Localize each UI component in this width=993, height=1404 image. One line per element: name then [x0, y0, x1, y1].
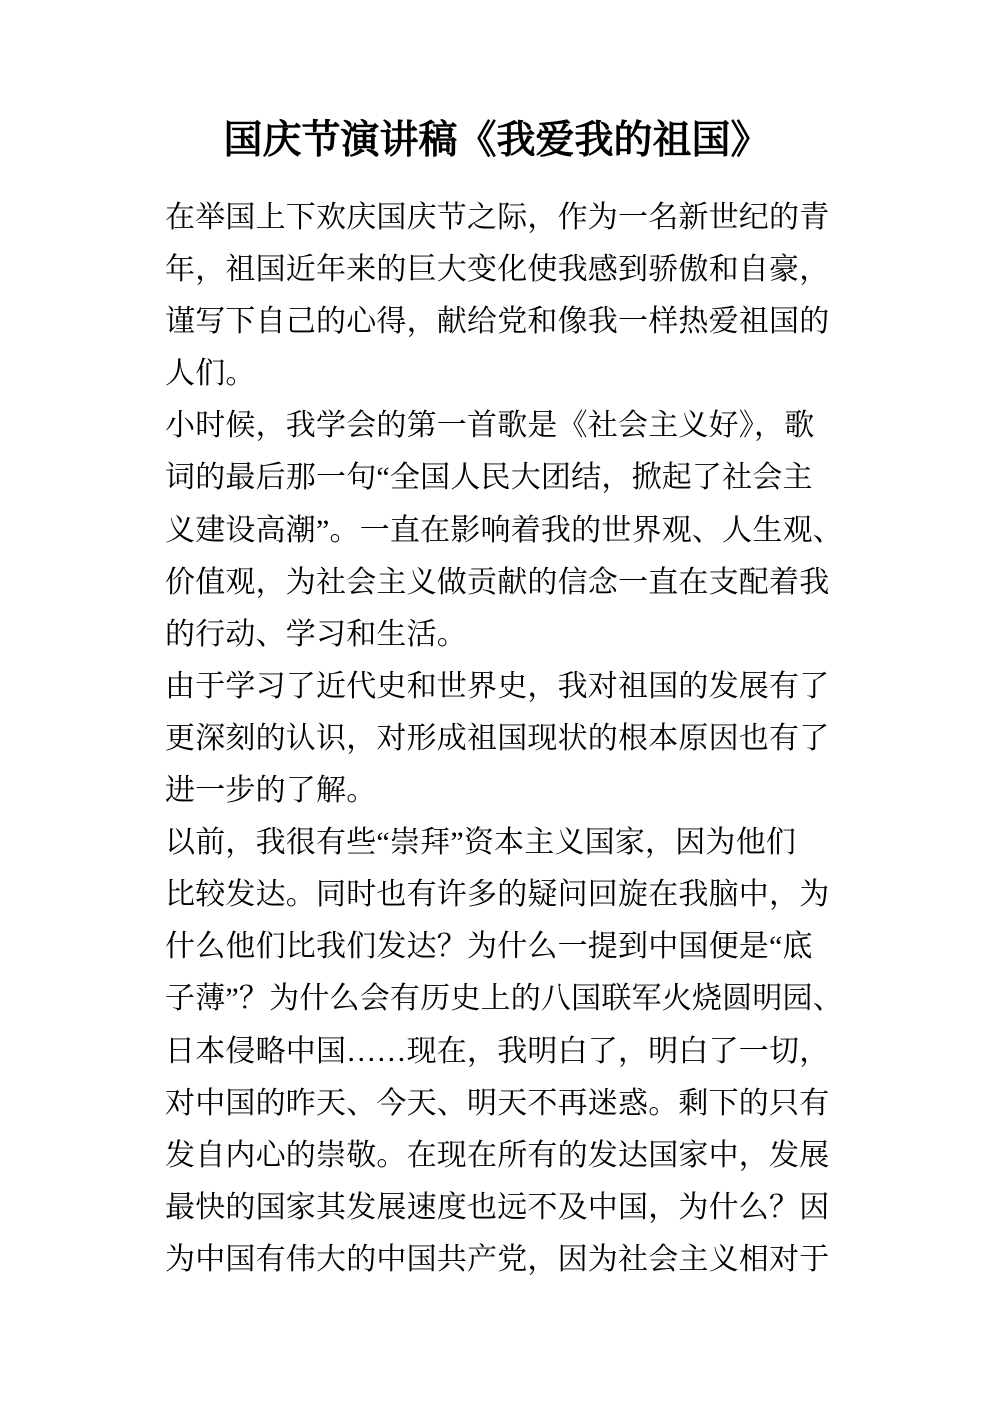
text-line: 由于学习了近代史和世界史，我对祖国的发展有了	[165, 669, 830, 703]
text-line: 对中国的昨天、今天、明天不再迷惑。剩下的只有	[165, 1086, 830, 1120]
paragraph-4	[165, 817, 843, 1286]
paragraph-1	[165, 192, 837, 400]
text-line: 在举国上下欢庆国庆节之际，作为一名新世纪的青	[165, 201, 830, 234]
text-line: 进一步的了解。	[165, 774, 377, 808]
text-line: 比较发达。同时也有许多的疑问回旋在我脑中，为	[165, 878, 830, 912]
text-line: 更深刻的认识，对形成祖国现状的根本原因也有了	[165, 721, 830, 755]
text-line: 价值观，为社会主义做贡献的信念一直在支配着我	[165, 565, 830, 599]
text-line: 发自内心的崇敬。在现在所有的发达国家中，发展	[165, 1138, 830, 1172]
text-line: 人们。	[165, 357, 256, 391]
text-line: 子薄”？为什么会有历史上的八国联军火烧圆明园、	[165, 982, 843, 1016]
text-line: 义建设高潮”。一直在影响着我的世界观、人生观、	[165, 513, 843, 547]
text-line: 为中国有伟大的中国共产党，因为社会主义相对于	[165, 1242, 830, 1276]
text-line: 以前，我很有些“崇拜”资本主义国家，因为他们	[165, 826, 797, 860]
text-line: 什么他们比我们发达？为什么一提到中国便是“底	[165, 930, 813, 964]
document-title: 国庆节演讲稿《我爱我的祖国》	[223, 119, 770, 162]
text-line: 日本侵略中国……现在，我明白了，明白了一切，	[165, 1034, 830, 1068]
document-body	[165, 192, 843, 1286]
paragraph-3	[165, 661, 837, 817]
text-line: 词的最后那一句“全国人民大团结，掀起了社会主	[165, 461, 813, 495]
text-line: 小时候，我学会的第一首歌是《社会主义好》，歌	[165, 409, 815, 443]
text-line: 谨写下自己的心得，献给党和像我一样热爱祖国的	[165, 305, 830, 339]
text-line: 年，祖国近年来的巨大变化使我感到骄傲和自豪，	[165, 253, 830, 287]
text-line: 最快的国家其发展速度也远不及中国，为什么？因	[165, 1190, 830, 1224]
text-line: 的行动、学习和生活。	[165, 617, 467, 651]
paragraph-2	[165, 400, 843, 660]
